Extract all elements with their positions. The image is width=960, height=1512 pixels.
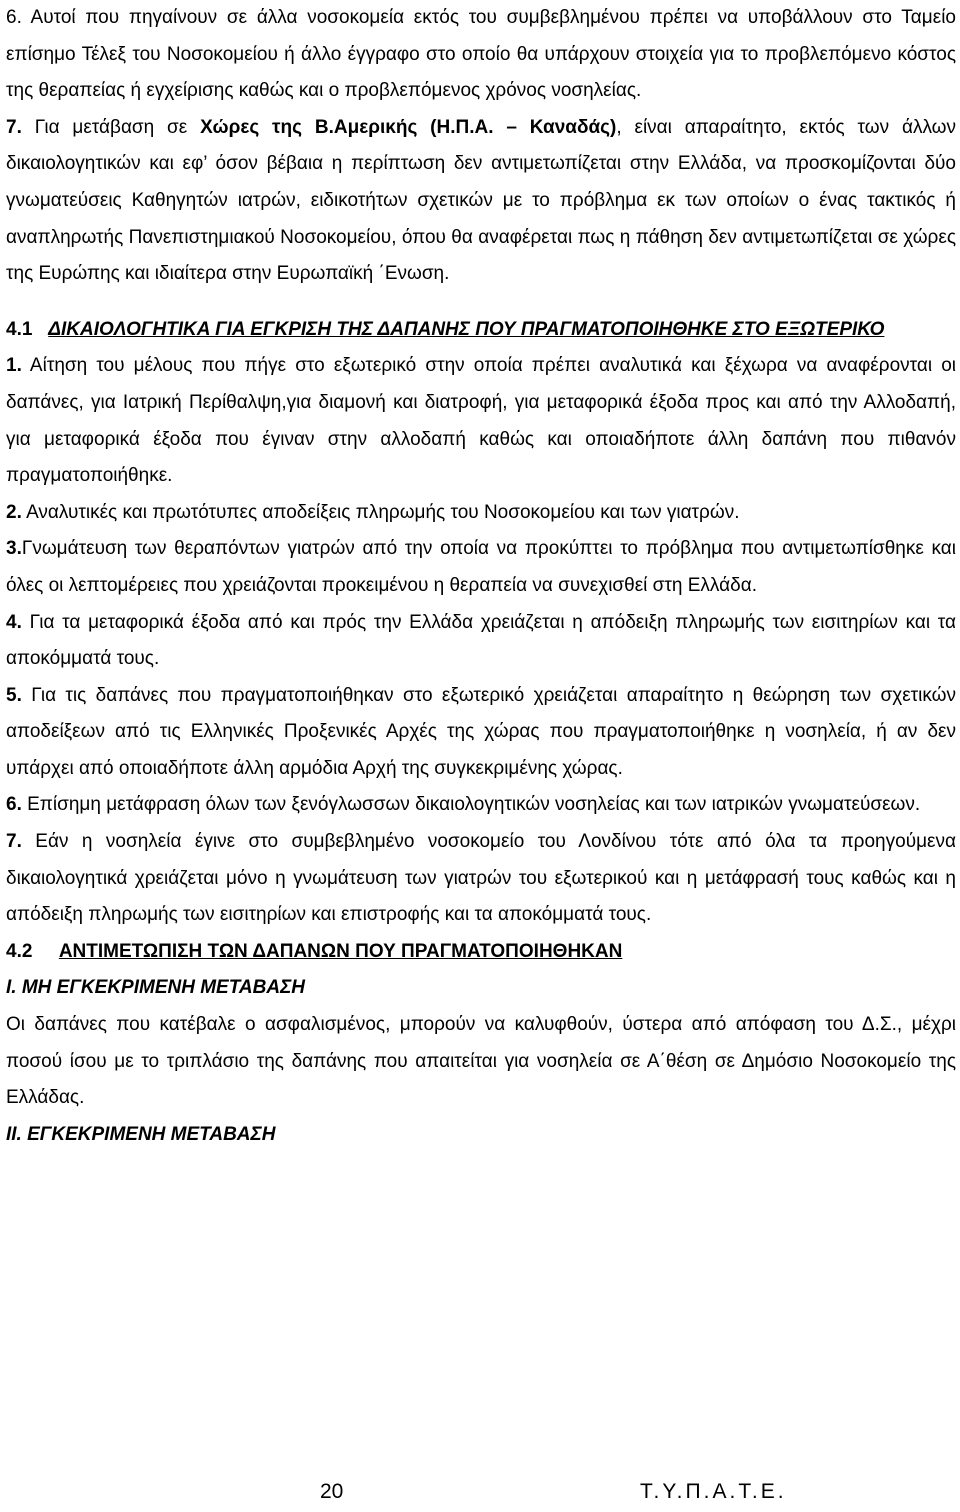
item-number: 1. [6, 355, 22, 377]
paragraph-text: Για μετάβαση σε [21, 116, 201, 138]
list-item [6, 348, 956, 494]
list-item [6, 678, 956, 788]
item-number: 7. [6, 831, 22, 853]
paragraph-text: , είναι απαραίτητο, εκτός των άλλων δικαιολογητικών και εφ’ όσον βέβαια η περίπτωση δεν αντιμετωπίζεται στην Ελλάδα, να προσκομίζονται δύο γνωματεύσεις Καθηγητών ιατρών, ειδικοτήτων σχετικών με το πρόβλημα εκ των οποίων ο ένας τακτικός ή αναπληρωτής Πανεπιστημιακού Νοσοκομείου, όπου θα αναφέρεται πως η πάθηση δεν αντιμετωπίζεται σε χώρες της Ευρώπης και ιδιαίτερα στην Ευρωπαϊκή ΄Ενωση. [6, 116, 956, 285]
bold-phrase: Χώρες της Β.Αμερικής (Η.Π.Α. – Καναδάς) [200, 116, 617, 138]
item-number: 7. [6, 116, 22, 138]
item-text: Εάν η νοσηλεία έγινε στο συμβεβλημένο νοσοκομείο του Λονδίνου τότε από όλα τα προηγούμενα δικαιολογητικά χρειάζεται μόνο η γνωμάτευση των γιατρών του εξωτερικού και η μετάφρασή τους καθώς και η απόδειξη πληρωμής των εισιτηρίων και επιστροφής και τα αποκόμματά τους. [6, 831, 956, 926]
list-item [6, 495, 956, 532]
item-number: 6. [6, 794, 22, 816]
section-title: ΔΙΚΑΙΟΛΟΓΗΤΙΚΑ ΓΙΑ ΕΓΚΡΙΣΗ ΤΗΣ ΔΑΠΑΝΗΣ ΠΟΥ ΠΡΑΓΜΑΤΟΠΟΙΗΘΗΚΕ ΣΤΟ ΕΞΩΤΕΡΙΚΟ [48, 318, 885, 340]
item-number: 4. [6, 611, 22, 633]
item-number: 5. [6, 684, 22, 706]
subsection-1-title: Ι. ΜΗ ΕΓΚΕΚΡΙΜΕΝΗ ΜΕΤΑΒΑΣΗ [6, 977, 306, 999]
section-4-2-heading [6, 934, 956, 971]
item-text: Αίτηση του μέλους που πήγε στο εξωτερικό στην οποία πρέπει αναλυτικά και ξέχωρα να αναφέρονται οι δαπάνες, για Ιατρική Περίθαλψη,για διαμονή και διατροφή, για μεταφορικά έξοδα προς και από την Αλλοδαπή, για μεταφορικά έξοδα που έγιναν στην αλλοδαπή καθώς και οποιαδήποτε άλλη δαπάνη που πιθανόν πραγματοποιήθηκε. [6, 355, 956, 487]
page-number: 20 [320, 1480, 344, 1503]
item-text: Γνωμάτευση των θεραπόντων γιατρών από την οποία να προκύπτει το πρόβλημα που αντιμετωπίσθηκε και όλες οι λεπτομέρειες που χρειάζονται προκειμένου η θεραπεία να συνεχισθεί στη Ελλάδα. [6, 538, 956, 596]
section-number: 4.2 [6, 940, 33, 962]
page-footer [0, 1480, 960, 1512]
section-number: 4.1 [6, 318, 33, 340]
subsection-2-title: ΙΙ. ΕΓΚΕΚΡΙΜΕΝΗ ΜΕΤΑΒΑΣΗ [6, 1123, 276, 1145]
item-number: 3. [6, 538, 22, 560]
list-item [6, 531, 956, 604]
section-title: ΑΝΤΙΜΕΤΩΠΙΣΗ ΤΩΝ ΔΑΠΑΝΩΝ ΠΟΥ ΠΡΑΓΜΑΤΟΠΟΙΗΘΗΚΑΝ [58, 940, 623, 962]
document-page [6, 0, 956, 1153]
item-text: Για τις δαπάνες που πραγματοποιήθηκαν στο εξωτερικό χρειάζεται απαραίτητο η θεώρηση των σχετικών αποδείξεων από τις Ελληνικές Προξενικές Αρχές της χώρας που πραγματοποιήθηκε η νοσηλεία, ή αν δεν υπάρχει από οποιαδήποτε άλλη αρμόδια Αρχή της συγκεκριμένης χώρας. [6, 684, 956, 779]
organization-abbrev: Τ.Υ.Π.Α.Τ.Ε. [640, 1480, 787, 1503]
list-item [6, 787, 956, 824]
item-text: Για τα μεταφορικά έξοδα από και πρός την Ελλάδα χρειάζεται η απόδειξη πληρωμής των εισιτηρίων και τα αποκόμματά τους. [6, 611, 956, 670]
item-number: 2. [6, 501, 22, 523]
list-item [6, 605, 956, 678]
section-4-1-list [6, 348, 956, 934]
paragraph-7 [6, 110, 956, 293]
subsection-1-text: Οι δαπάνες που κατέβαλε ο ασφαλισμένος, μπορούν να καλυφθούν, ύστερα από απόφαση του Δ.Σ., μέχρι ποσού ίσου με το τριπλάσιο της δαπάνης που απαιτείται για νοσηλεία σε Α΄θέση σε Δημόσιο Νοσοκομείο της Ελλάδας. [6, 1014, 956, 1109]
list-item [6, 824, 956, 934]
item-text: Επίσημη μετάφραση όλων των ξενόγλωσσων δικαιολογητικών νοσηλείας και των ιατρικών γνωματεύσεων. [21, 794, 921, 816]
item-text: Αναλυτικές και πρωτότυπες αποδείξεις πληρωμής του Νοσοκομείου και των γιατρών. [21, 501, 740, 523]
paragraph-6: 6. Αυτοί που πηγαίνουν σε άλλα νοσοκομεία εκτός του συμβεβλημένου πρέπει να υποβάλλουν στο Ταμείο επίσημο Τέλεξ του Νοσοκομείου ή άλλο έγγραφο στο οποίο θα υπάρχουν στοιχεία για το προβλεπόμενο κόστος της θεραπείας ή εγχείρισης καθώς και ο προβλεπόμενος χρόνος νοσηλείας. [6, 7, 956, 102]
section-4-1-heading [6, 312, 956, 349]
